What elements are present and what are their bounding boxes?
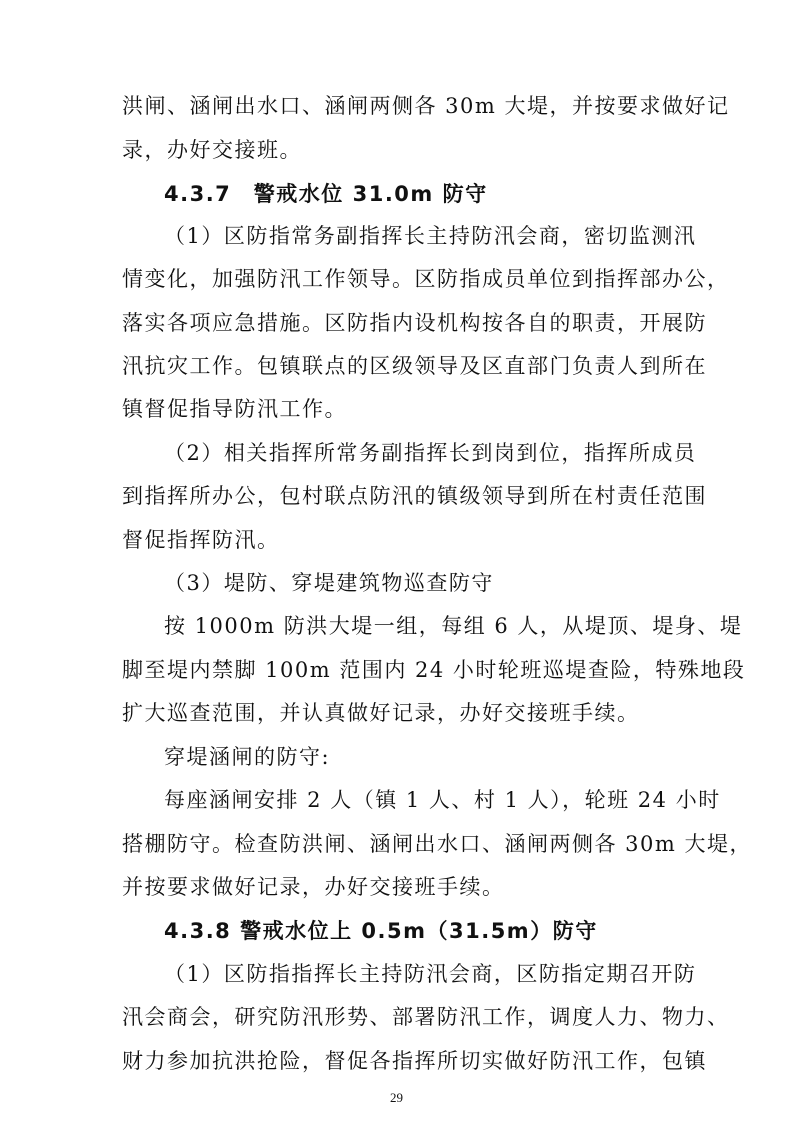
body-line: （1）区防指指挥长主持防汛会商，区防指定期召开防	[164, 962, 697, 986]
body-line: 穿堤涵闸的防守:	[164, 745, 331, 769]
body-line: 脚至堤内禁脚 100m 范围内 24 小时轮班巡堤查险，特殊地段	[122, 658, 746, 682]
body-line: 情变化，加强防汛工作领导。区防指成员单位到指挥部办公，	[122, 267, 730, 291]
body-line: 洪闸、涵闸出水口、涵闸两侧各 30m 大堤，并按要求做好记	[122, 94, 730, 118]
body-line: 扩大巡查范围，并认真做好记录，办好交接班手续。	[122, 701, 640, 725]
body-line: 汛抗灾工作。包镇联点的区级领导及区直部门负责人到所在	[122, 354, 707, 378]
body-line: （2）相关指挥所常务副指挥长到岗到位，指挥所成员	[164, 441, 697, 465]
body-line: 到指挥所办公，包村联点防汛的镇级领导到所在村责任范围	[122, 484, 707, 508]
body-line: 搭棚防守。检查防洪闸、涵闸出水口、涵闸两侧各 30m 大堤，	[122, 832, 752, 856]
section-heading-4-3-8: 4.3.8 警戒水位上 0.5m（31.5m）防守	[164, 919, 598, 943]
body-line: （1）区防指常务副指挥长主持防汛会商，密切监测汛	[164, 224, 697, 248]
body-line: 每座涵闸安排 2 人（镇 1 人、村 1 人），轮班 24 小时	[164, 788, 721, 812]
body-line: （3）堤防、穿堤建筑物巡查防守	[164, 571, 494, 595]
body-line: 财力参加抗洪抢险，督促各指挥所切实做好防汛工作，包镇	[122, 1049, 707, 1073]
section-heading-4-3-7: 4.3.7 警戒水位 31.0m 防守	[164, 182, 488, 206]
body-line: 按 1000m 防洪大堤一组，每组 6 人，从堤顶、堤身、堤	[164, 614, 743, 638]
body-line: 督促指挥防汛。	[122, 528, 280, 552]
body-line: 落实各项应急措施。区防指内设机构按各自的职责，开展防	[122, 311, 707, 335]
body-line: 录，办好交接班。	[122, 138, 302, 162]
body-line: 汛会商会，研究防汛形势、部署防汛工作，调度人力、物力、	[122, 1005, 730, 1029]
body-line: 镇督促指导防汛工作。	[122, 397, 347, 421]
body-line: 并按要求做好记录，办好交接班手续。	[122, 875, 505, 899]
page-number: 29	[390, 1090, 403, 1105]
